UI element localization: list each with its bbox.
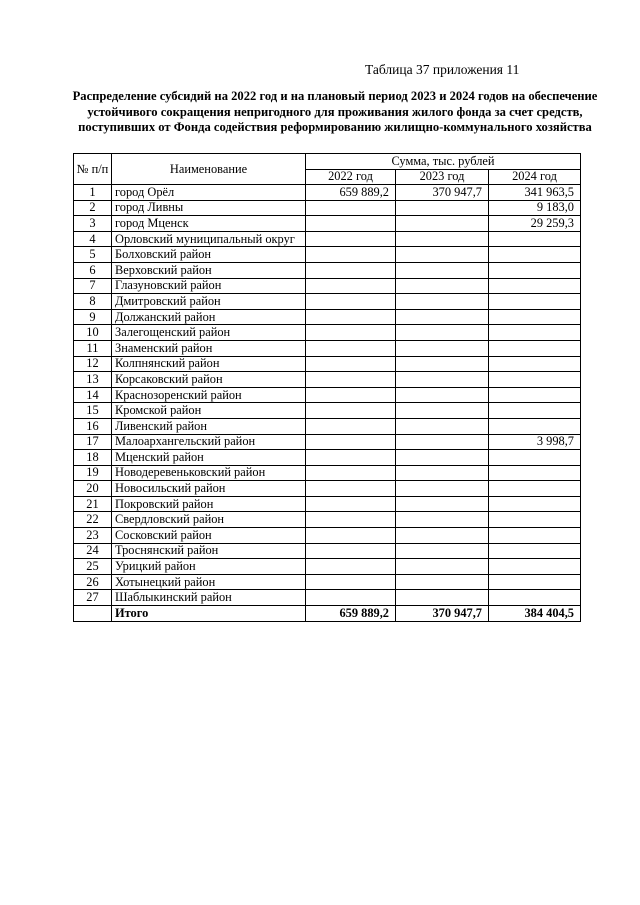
row-name: Мценский район <box>112 450 306 466</box>
row-name: Колпнянский район <box>112 356 306 372</box>
row-value-2024: 29 259,3 <box>489 216 581 232</box>
row-name: Свердловский район <box>112 512 306 528</box>
row-name: Знаменский район <box>112 340 306 356</box>
header-year-2022: 2022 год <box>306 169 396 185</box>
row-value-2024 <box>489 418 581 434</box>
row-value-2022: 659 889,2 <box>306 185 396 201</box>
row-value-2022 <box>306 231 396 247</box>
row-name: Глазуновский район <box>112 278 306 294</box>
row-value-2024 <box>489 372 581 388</box>
row-value-2022 <box>306 403 396 419</box>
row-number: 19 <box>74 465 112 481</box>
row-number: 26 <box>74 574 112 590</box>
row-value-2023 <box>396 340 489 356</box>
row-value-2023 <box>396 559 489 575</box>
row-name: город Ливны <box>112 200 306 216</box>
table-row <box>74 340 581 356</box>
row-name: Залегощенский район <box>112 325 306 341</box>
row-number: 18 <box>74 450 112 466</box>
row-value-2024 <box>489 231 581 247</box>
row-value-2022 <box>306 496 396 512</box>
table-row <box>74 356 581 372</box>
row-number: 14 <box>74 387 112 403</box>
row-value-2022 <box>306 262 396 278</box>
table-row <box>74 216 581 232</box>
row-value-2024: 3 998,7 <box>489 434 581 450</box>
row-value-2022 <box>306 559 396 575</box>
row-value-2022 <box>306 356 396 372</box>
row-number: 13 <box>74 372 112 388</box>
row-value-2023 <box>396 403 489 419</box>
row-number: 25 <box>74 559 112 575</box>
row-value-2023 <box>396 200 489 216</box>
row-number: 12 <box>74 356 112 372</box>
row-value-2024 <box>489 278 581 294</box>
row-name: Малоархангельский район <box>112 434 306 450</box>
row-value-2022 <box>306 247 396 263</box>
header-sum: Сумма, тыс. рублей <box>306 154 581 170</box>
row-value-2023 <box>396 465 489 481</box>
table-row <box>74 496 581 512</box>
row-number: 21 <box>74 496 112 512</box>
row-number: 22 <box>74 512 112 528</box>
row-value-2022 <box>306 278 396 294</box>
row-value-2024 <box>489 512 581 528</box>
table-row <box>74 512 581 528</box>
table-row <box>74 465 581 481</box>
row-value-2023 <box>396 418 489 434</box>
row-number: 2 <box>74 200 112 216</box>
row-value-2023 <box>396 481 489 497</box>
table-row <box>74 247 581 263</box>
total-row <box>74 606 581 622</box>
row-name: Орловский муниципальный округ <box>112 231 306 247</box>
row-number: 11 <box>74 340 112 356</box>
row-value-2023 <box>396 356 489 372</box>
row-number: 23 <box>74 528 112 544</box>
row-value-2024 <box>489 481 581 497</box>
row-value-2024 <box>489 262 581 278</box>
row-name: Должанский район <box>112 309 306 325</box>
row-value-2024 <box>489 309 581 325</box>
row-value-2024 <box>489 387 581 403</box>
row-value-2024 <box>489 340 581 356</box>
row-value-2022 <box>306 434 396 450</box>
row-value-2023 <box>396 543 489 559</box>
table-row <box>74 590 581 606</box>
total-label: Итого <box>112 606 306 622</box>
row-value-2022 <box>306 340 396 356</box>
row-name: Корсаковский район <box>112 372 306 388</box>
row-value-2024 <box>489 559 581 575</box>
row-name: Троснянский район <box>112 543 306 559</box>
row-number: 27 <box>74 590 112 606</box>
row-value-2024 <box>489 356 581 372</box>
row-name: Хотынецкий район <box>112 574 306 590</box>
row-value-2022 <box>306 387 396 403</box>
row-name: Ливенский район <box>112 418 306 434</box>
row-value-2023 <box>396 216 489 232</box>
row-value-2024 <box>489 294 581 310</box>
row-name: Шаблыкинский район <box>112 590 306 606</box>
row-number: 24 <box>74 543 112 559</box>
table-caption: Таблица 37 приложения 11 <box>365 62 520 77</box>
row-number: 3 <box>74 216 112 232</box>
row-name: Новодеревеньковский район <box>112 465 306 481</box>
row-value-2023 <box>396 496 489 512</box>
row-value-2024 <box>489 403 581 419</box>
row-name: Сосковский район <box>112 528 306 544</box>
table-row <box>74 294 581 310</box>
row-value-2022 <box>306 418 396 434</box>
row-value-2022 <box>306 574 396 590</box>
table-row <box>74 574 581 590</box>
row-value-2024 <box>489 465 581 481</box>
document-title: Распределение субсидий на 2022 год и на плановый период 2023 и 2024 годов на обеспечение устойчивого сокращения непригодного для проживания жилого фонда за счет средств, поступивших от Фонда содействия реформированию жилищно-коммунального хозяйства <box>72 89 598 134</box>
table-row <box>74 278 581 294</box>
row-value-2023 <box>396 372 489 388</box>
header-name: Наименование <box>112 154 306 185</box>
row-name: город Мценск <box>112 216 306 232</box>
header-year-2023: 2023 год <box>396 169 489 185</box>
row-number: 4 <box>74 231 112 247</box>
row-value-2022 <box>306 372 396 388</box>
row-value-2024 <box>489 496 581 512</box>
header-num: № п/п <box>74 154 112 185</box>
row-value-2024 <box>489 247 581 263</box>
row-value-2023 <box>396 278 489 294</box>
header-year-2024: 2024 год <box>489 169 581 185</box>
row-value-2023 <box>396 262 489 278</box>
row-value-2022 <box>306 294 396 310</box>
row-value-2023 <box>396 590 489 606</box>
table-row <box>74 372 581 388</box>
row-number: 15 <box>74 403 112 419</box>
row-value-2023: 370 947,7 <box>396 185 489 201</box>
row-value-2024 <box>489 590 581 606</box>
table-row <box>74 403 581 419</box>
row-value-2022 <box>306 200 396 216</box>
total-value-2024: 384 404,5 <box>489 606 581 622</box>
table-row <box>74 231 581 247</box>
row-value-2022 <box>306 465 396 481</box>
row-number: 16 <box>74 418 112 434</box>
table-row <box>74 200 581 216</box>
row-value-2022 <box>306 590 396 606</box>
row-name: Дмитровский район <box>112 294 306 310</box>
table-row <box>74 528 581 544</box>
table-row <box>74 481 581 497</box>
table-row <box>74 450 581 466</box>
row-name: Болховский район <box>112 247 306 263</box>
total-value-2022: 659 889,2 <box>306 606 396 622</box>
row-number: 17 <box>74 434 112 450</box>
row-name: Новосильский район <box>112 481 306 497</box>
row-value-2023 <box>396 247 489 263</box>
row-value-2024 <box>489 543 581 559</box>
row-number: 8 <box>74 294 112 310</box>
row-number: 9 <box>74 309 112 325</box>
total-value-2023: 370 947,7 <box>396 606 489 622</box>
row-value-2023 <box>396 309 489 325</box>
row-value-2023 <box>396 528 489 544</box>
row-value-2024: 9 183,0 <box>489 200 581 216</box>
table-body <box>74 185 581 622</box>
row-value-2023 <box>396 434 489 450</box>
table-row <box>74 434 581 450</box>
table-row <box>74 559 581 575</box>
row-name: Урицкий район <box>112 559 306 575</box>
row-value-2022 <box>306 512 396 528</box>
row-name: Кромской район <box>112 403 306 419</box>
row-name: Покровский район <box>112 496 306 512</box>
row-name: Верховский район <box>112 262 306 278</box>
row-value-2022 <box>306 325 396 341</box>
row-number: 6 <box>74 262 112 278</box>
table-row <box>74 418 581 434</box>
row-value-2023 <box>396 574 489 590</box>
row-value-2023 <box>396 231 489 247</box>
subsidy-table <box>73 153 581 622</box>
table-row <box>74 325 581 341</box>
row-value-2023 <box>396 512 489 528</box>
row-value-2024: 341 963,5 <box>489 185 581 201</box>
row-name: Краснозоренский район <box>112 387 306 403</box>
table-row <box>74 309 581 325</box>
row-number: 7 <box>74 278 112 294</box>
row-number: 1 <box>74 185 112 201</box>
row-value-2022 <box>306 528 396 544</box>
row-value-2022 <box>306 216 396 232</box>
row-number: 10 <box>74 325 112 341</box>
row-value-2023 <box>396 294 489 310</box>
row-value-2024 <box>489 574 581 590</box>
row-value-2023 <box>396 325 489 341</box>
row-value-2024 <box>489 528 581 544</box>
table-row <box>74 262 581 278</box>
table-row <box>74 185 581 201</box>
row-value-2023 <box>396 387 489 403</box>
row-value-2022 <box>306 481 396 497</box>
table-row <box>74 543 581 559</box>
row-name: город Орёл <box>112 185 306 201</box>
row-value-2024 <box>489 450 581 466</box>
row-value-2023 <box>396 450 489 466</box>
row-value-2022 <box>306 543 396 559</box>
table-row <box>74 387 581 403</box>
total-number <box>74 606 112 622</box>
row-number: 20 <box>74 481 112 497</box>
row-number: 5 <box>74 247 112 263</box>
row-value-2022 <box>306 450 396 466</box>
row-value-2024 <box>489 325 581 341</box>
row-value-2022 <box>306 309 396 325</box>
